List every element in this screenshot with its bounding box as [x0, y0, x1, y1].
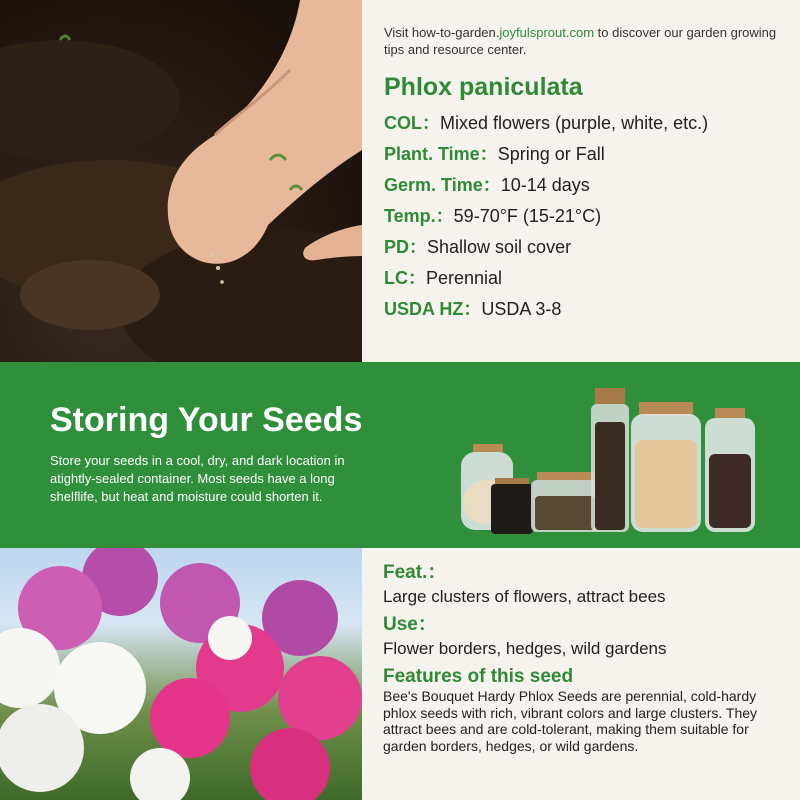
spec-planting-depth: PD：Shallow soil cover — [384, 237, 572, 257]
features-section — [0, 548, 800, 800]
soil-sowing-photo — [0, 0, 362, 362]
spec-planting-time: Plant. Time：Spring or Fall — [384, 144, 605, 164]
storing-title: Storing Your Seeds — [50, 401, 363, 439]
storing-seeds-section — [0, 362, 800, 548]
use-label: Use： — [383, 614, 437, 635]
website-link[interactable]: joyfulsprout.com — [499, 25, 595, 40]
use-text: Flower borders, hedges, wild gardens — [383, 639, 667, 658]
feat-label: Feat.： — [383, 562, 447, 583]
spec-usda-zone: USDA HZ：USDA 3-8 — [384, 299, 562, 319]
plant-name: Phlox paniculata — [384, 73, 583, 101]
spec-germination-time: Germ. Time：10-14 days — [384, 175, 590, 195]
features-text: Bee's Bouquet Hardy Phlox Seeds are perennial, cold-hardy phlox seeds with rich, vibrant colors and large clusters. They attract bees and are cold-tolerant, making them suitable for garden borders, hedges, or wild gardens. — [383, 688, 758, 754]
spec-life-cycle: LC：Perennial — [384, 268, 503, 288]
feat-text: Large clusters of flowers, attract bees — [383, 587, 666, 606]
flower-clusters — [0, 548, 362, 800]
seed-jars-illustration — [455, 384, 765, 534]
plant-details — [384, 24, 784, 329]
hand-illustration — [0, 0, 362, 362]
plant-info-section — [0, 0, 800, 362]
storing-text: Store your seeds in a cool, dry, and dark location in atightly-sealed container. Most seeds have a long shelflife, but heat and moisture could shorten it. — [50, 453, 345, 504]
spec-color: COL：Mixed flowers (purple, white, etc.) — [384, 113, 709, 133]
phlox-flowers-photo — [0, 548, 362, 800]
spec-temperature: Temp.：59-70°F (15-21°C) — [384, 206, 602, 226]
features-details — [383, 562, 788, 754]
features-label: Features of this seed — [383, 666, 574, 687]
visit-note: Visit how-to-garden.joyfulsprout.com to discover our garden growing tips and resource center. — [384, 25, 777, 57]
